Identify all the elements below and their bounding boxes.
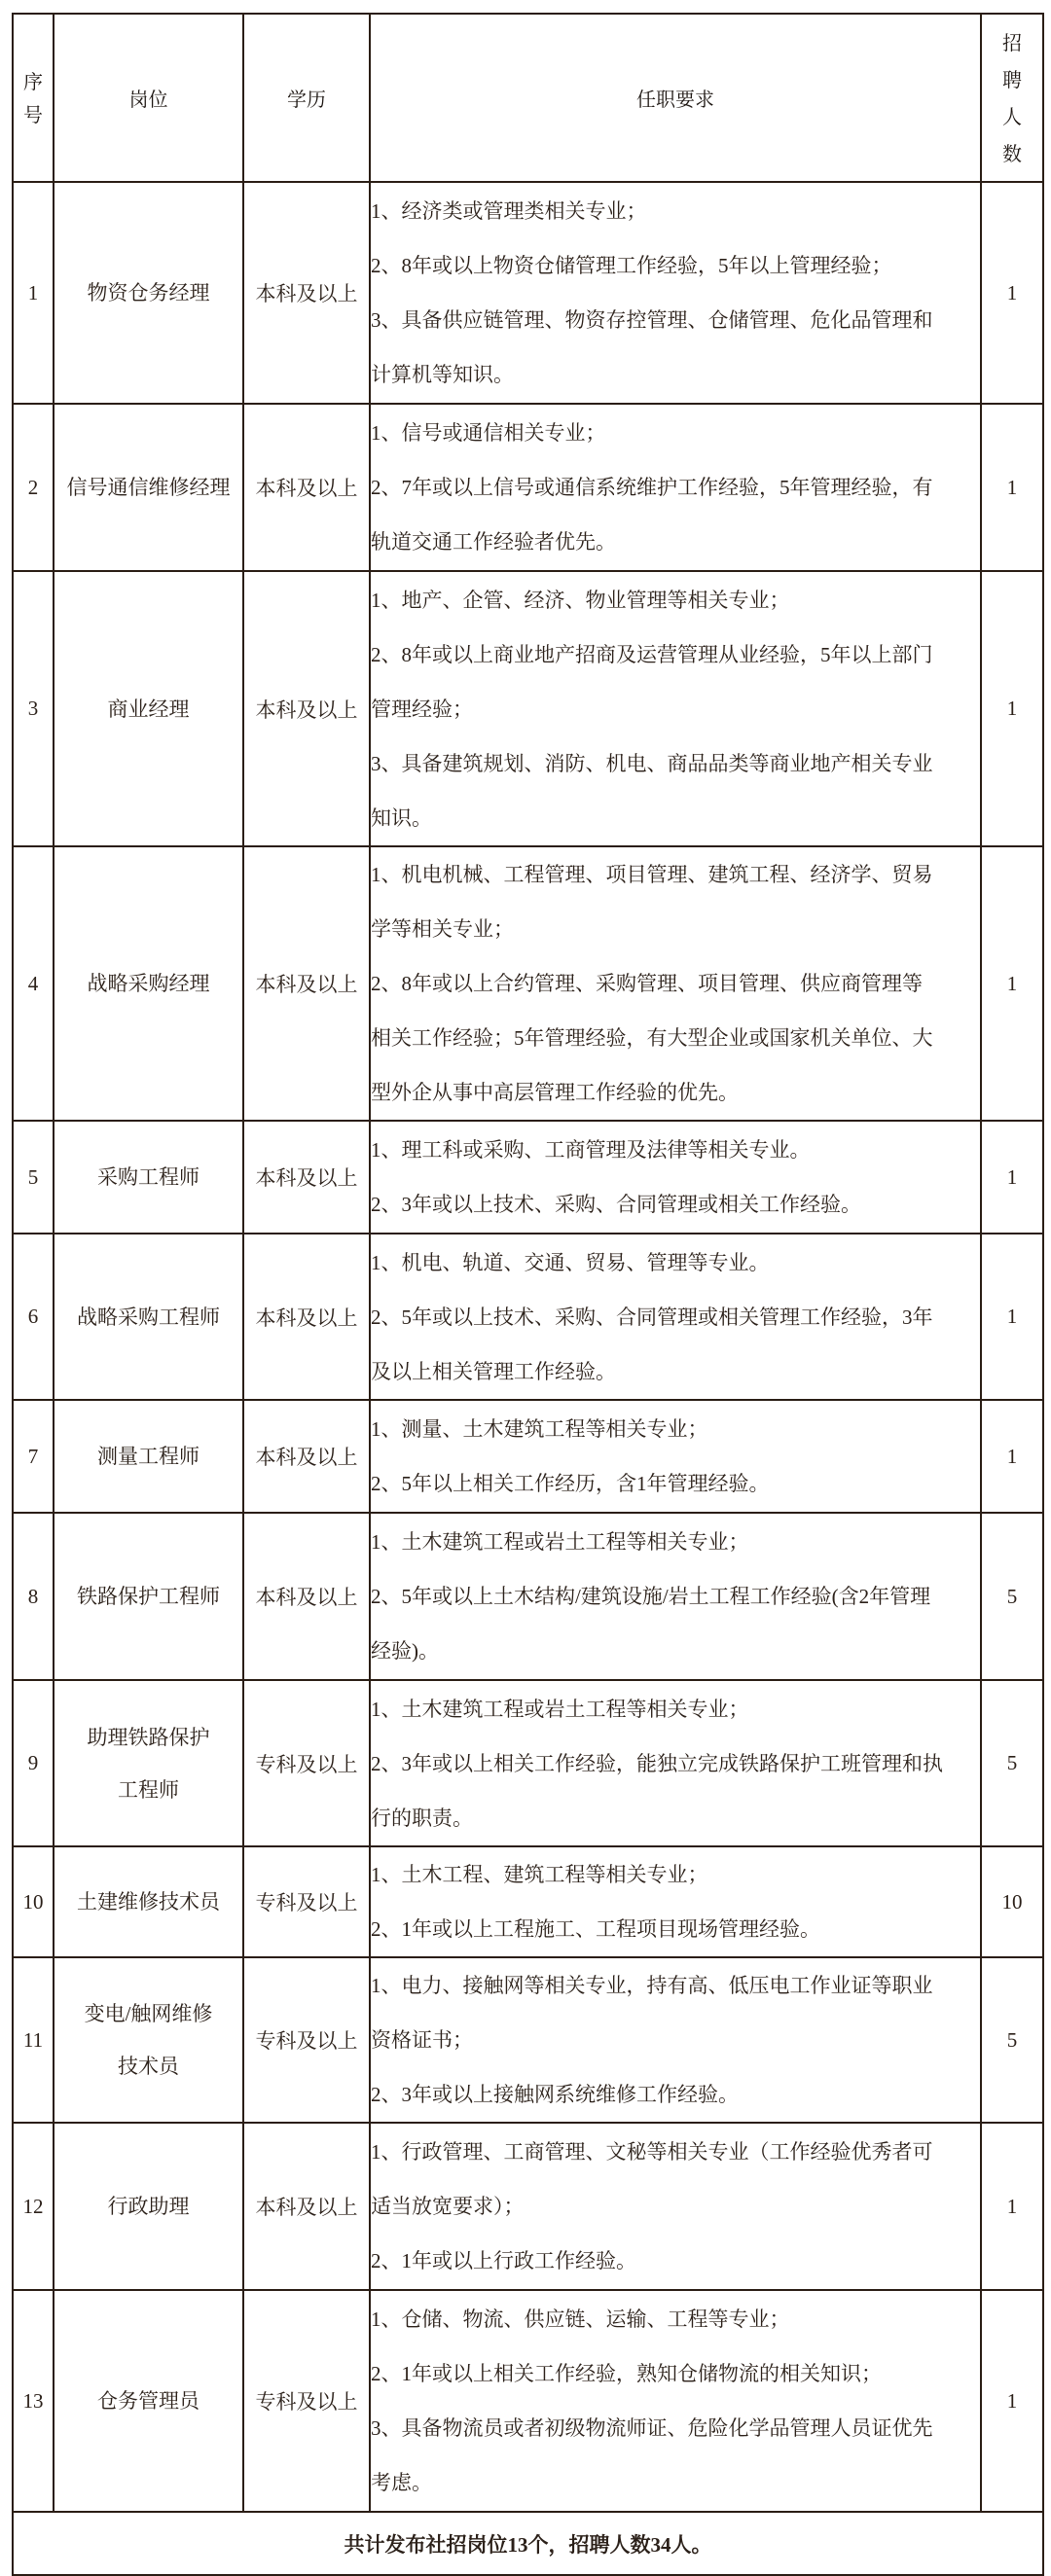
requirement-line: 2、3年或以上接触网系统维修工作经验。: [371, 2083, 739, 2106]
requirement-line: 2、5年以上相关工作经历，含1年管理经验。: [371, 1472, 770, 1495]
requirement-line: 3、具备供应链管理、物资存控管理、仓储管理、危化品管理和: [371, 308, 933, 332]
seq-cell: 2: [13, 404, 54, 571]
requirement-line: 1、地产、企管、经济、物业管理等相关专业；: [371, 588, 790, 612]
requirement-line: 2、1年或以上工程施工、工程项目现场管理经验。: [371, 1917, 820, 1941]
header-position: 岗位: [54, 14, 243, 182]
recruitment-table: [12, 13, 1044, 2576]
requirement-line: 型外企从事中高层管理工作经验的优先。: [371, 1081, 739, 1104]
position-cell: [54, 1957, 243, 2123]
position-cell: [54, 846, 243, 1121]
seq-cell: 12: [13, 2123, 54, 2290]
requirements-cell: [370, 1957, 981, 2123]
position-line: 工程师: [118, 1777, 179, 1802]
seq-cell: 1: [13, 182, 54, 404]
seq-cell: 3: [13, 571, 54, 846]
position-cell: [54, 1513, 243, 1680]
header-seq: [13, 14, 54, 182]
position-line: 商业经理: [107, 697, 190, 721]
position-line: 变电/触网维修: [84, 2002, 213, 2025]
position-line: 技术员: [118, 2055, 179, 2078]
requirement-line: 资格证书；: [371, 2028, 473, 2052]
requirement-line: 相关工作经验；5年管理经验，有大型企业或国家机关单位、大: [371, 1026, 933, 1050]
headcount-cell: 1: [981, 571, 1043, 846]
education-cell: 专科及以上: [243, 1957, 370, 2123]
position-line: 采购工程师: [97, 1165, 199, 1189]
headcount-cell: 1: [981, 1400, 1043, 1513]
position-cell: [54, 182, 243, 404]
position-cell: [54, 2123, 243, 2290]
position-cell: [54, 1680, 243, 1846]
requirements-cell: [370, 1513, 981, 1680]
requirement-line: 2、3年或以上技术、采购、合同管理或相关工作经验。: [371, 1193, 861, 1216]
seq-cell: 10: [13, 1846, 54, 1957]
header-count-label: 招聘人数: [1002, 30, 1022, 165]
position-line: 信号通信维修经理: [66, 476, 231, 499]
requirement-line: 1、信号或通信相关专业；: [371, 421, 606, 445]
position-line: 战略采购工程师: [77, 1305, 220, 1329]
requirement-line: 经验)。: [371, 1639, 439, 1663]
requirement-line: 1、土木建筑工程或岩土工程等相关专业；: [371, 1530, 749, 1554]
seq-cell: 5: [13, 1121, 54, 1234]
table-row: [13, 846, 1043, 1121]
requirement-line: 2、8年或以上物资仓储管理工作经验，5年以上管理经验；: [371, 254, 892, 277]
summary-row: [13, 2512, 1043, 2575]
requirement-line: 2、5年或以上土木结构/建筑设施/岩土工程工作经验(含2年管理: [371, 1585, 931, 1608]
position-line: 铁路保护工程师: [77, 1585, 220, 1608]
requirement-line: 3、具备物流员或者初级物流师证、危险化学品管理人员证优先: [371, 2416, 933, 2440]
seq-cell: 9: [13, 1680, 54, 1846]
requirement-line: 2、7年或以上信号或通信系统维护工作经验，5年管理经验，有: [371, 476, 933, 499]
table-row: [13, 571, 1043, 846]
headcount-cell: 5: [981, 1680, 1043, 1846]
seq-cell: 6: [13, 1234, 54, 1400]
table-row: [13, 1957, 1043, 2123]
requirement-line: 3、具备建筑规划、消防、机电、商品品类等商业地产相关专业: [371, 751, 933, 775]
seq-cell: 7: [13, 1400, 54, 1513]
seq-cell: 8: [13, 1513, 54, 1680]
requirement-line: 2、1年或以上相关工作经验，熟知仓储物流的相关知识；: [371, 2362, 882, 2385]
headcount-cell: 5: [981, 1957, 1043, 2123]
education-cell: 本科及以上: [243, 1234, 370, 1400]
requirements-cell: [370, 1846, 981, 1957]
education-cell: 本科及以上: [243, 404, 370, 571]
position-cell: [54, 571, 243, 846]
education-cell: 本科及以上: [243, 182, 370, 404]
education-cell: 专科及以上: [243, 1846, 370, 1957]
headcount-cell: 1: [981, 2123, 1043, 2290]
requirement-line: 适当放宽要求）；: [371, 2195, 525, 2218]
requirement-line: 及以上相关管理工作经验。: [371, 1359, 616, 1383]
requirements-cell: [370, 2290, 981, 2512]
recruitment-table-sheet: [12, 13, 1044, 2576]
table-row: [13, 1513, 1043, 1680]
requirement-line: 计算机等知识。: [371, 363, 514, 386]
position-line: 助理铁路保护: [87, 1725, 210, 1749]
table-row: [13, 182, 1043, 404]
table-row: [13, 1846, 1043, 1957]
requirements-cell: [370, 1680, 981, 1846]
position-cell: [54, 2290, 243, 2512]
requirements-cell: [370, 1121, 981, 1234]
position-cell: [54, 1846, 243, 1957]
requirement-line: 2、3年或以上相关工作经验，能独立完成铁路保护工班管理和执: [371, 1751, 943, 1775]
education-cell: 本科及以上: [243, 1121, 370, 1234]
position-line: 仓务管理员: [97, 2389, 199, 2413]
requirement-line: 2、1年或以上行政工作经验。: [371, 2249, 636, 2272]
education-cell: 专科及以上: [243, 2290, 370, 2512]
requirement-line: 1、经济类或管理类相关专业；: [371, 199, 647, 223]
table-row: [13, 404, 1043, 571]
table-row: [13, 1234, 1043, 1400]
header-requirements: 任职要求: [370, 14, 981, 182]
headcount-cell: 1: [981, 1234, 1043, 1400]
requirement-line: 1、理工科或采购、工商管理及法律等相关专业。: [371, 1138, 811, 1162]
requirement-line: 1、测量、土木建筑工程等相关专业；: [371, 1417, 708, 1441]
headcount-cell: 1: [981, 846, 1043, 1121]
requirement-line: 轨道交通工作经验者优先。: [371, 530, 616, 554]
table-row: [13, 2123, 1043, 2290]
education-cell: 本科及以上: [243, 1400, 370, 1513]
header-count: [981, 14, 1043, 182]
headcount-cell: 1: [981, 404, 1043, 571]
position-line: 战略采购经理: [87, 972, 210, 995]
education-cell: 本科及以上: [243, 571, 370, 846]
requirement-line: 1、电力、接触网等相关专业，持有高、低压电工作业证等职业: [371, 1974, 933, 1997]
table-row: [13, 1121, 1043, 1234]
requirement-line: 考虑。: [371, 2471, 432, 2494]
header-row: [13, 14, 1043, 182]
headcount-cell: 5: [981, 1513, 1043, 1680]
requirements-cell: [370, 846, 981, 1121]
requirement-line: 知识。: [371, 805, 432, 830]
seq-cell: 4: [13, 846, 54, 1121]
requirement-line: 管理经验；: [371, 697, 473, 721]
seq-cell: 11: [13, 1957, 54, 2123]
position-cell: [54, 1121, 243, 1234]
position-cell: [54, 404, 243, 571]
requirement-line: 1、行政管理、工商管理、文秘等相关专业（工作经验优秀者可: [371, 2140, 933, 2164]
requirement-line: 2、5年或以上技术、采购、合同管理或相关管理工作经验，3年: [371, 1305, 933, 1329]
education-cell: 专科及以上: [243, 1680, 370, 1846]
table-row: [13, 1680, 1043, 1846]
table-row: [13, 1400, 1043, 1513]
requirement-line: 行的职责。: [371, 1806, 473, 1830]
headcount-cell: 1: [981, 2290, 1043, 2512]
seq-cell: 13: [13, 2290, 54, 2512]
position-line: 物资仓务经理: [87, 281, 210, 304]
position-line: 行政助理: [107, 2195, 190, 2218]
headcount-cell: 10: [981, 1846, 1043, 1957]
education-cell: 本科及以上: [243, 846, 370, 1121]
requirements-cell: [370, 2123, 981, 2290]
header-seq-label: 序号: [23, 69, 43, 126]
requirements-cell: [370, 1234, 981, 1400]
requirement-line: 学等相关专业；: [371, 917, 514, 941]
table-row: [13, 2290, 1043, 2512]
requirement-line: 1、土木建筑工程或岩土工程等相关专业；: [371, 1697, 749, 1721]
position-line: 测量工程师: [97, 1445, 199, 1468]
headcount-cell: 1: [981, 182, 1043, 404]
education-cell: 本科及以上: [243, 2123, 370, 2290]
requirement-line: 2、8年或以上合约管理、采购管理、项目管理、供应商管理等: [371, 972, 923, 995]
requirement-line: 1、机电机械、工程管理、项目管理、建筑工程、经济学、贸易: [371, 863, 933, 886]
requirement-line: 2、8年或以上商业地产招商及运营管理从业经验，5年以上部门: [371, 642, 933, 666]
summary-text: 共计发布社招岗位13个，招聘人数34人。: [13, 2512, 1043, 2575]
requirements-cell: [370, 182, 981, 404]
requirement-line: 1、仓储、物流、供应链、运输、工程等专业；: [371, 2308, 790, 2331]
position-cell: [54, 1400, 243, 1513]
requirement-line: 1、机电、轨道、交通、贸易、管理等专业。: [371, 1250, 770, 1274]
headcount-cell: 1: [981, 1121, 1043, 1234]
requirement-line: 1、土木工程、建筑工程等相关专业；: [371, 1863, 708, 1886]
requirements-cell: [370, 1400, 981, 1513]
header-education: 学历: [243, 14, 370, 182]
requirements-cell: [370, 404, 981, 571]
requirements-cell: [370, 571, 981, 846]
education-cell: 本科及以上: [243, 1513, 370, 1680]
position-line: 土建维修技术员: [77, 1890, 220, 1914]
position-cell: [54, 1234, 243, 1400]
